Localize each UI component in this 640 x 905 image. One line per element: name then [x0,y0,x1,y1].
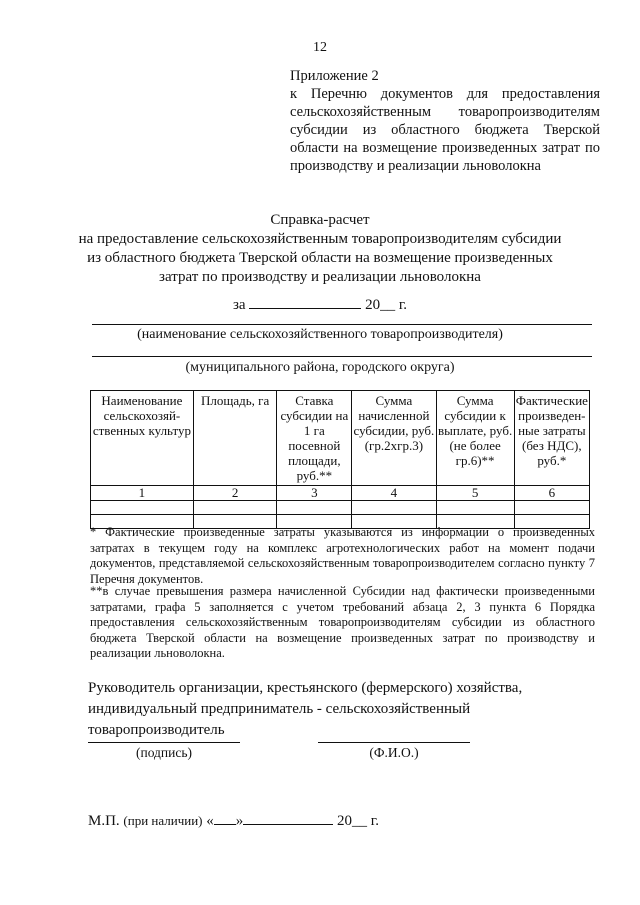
fio-caption: (Ф.И.О.) [369,745,419,760]
column-number: 2 [193,486,277,501]
stamp-label: М.П. [88,813,120,829]
table-header-row [91,391,590,486]
table-cell[interactable] [352,501,436,515]
table-header-cell: Ставка субсидии на 1 га посевной площади, руб.** [277,391,352,486]
appendix-block [290,67,600,175]
table-header-cell: Наименование сельскохозяй-ственных культур [91,391,194,486]
stamp-suffix: г. [370,813,379,829]
district-line[interactable] [92,356,592,357]
period-prefix: за [232,297,246,313]
document-title: Справка-расчет [270,212,370,228]
period-suffix: г. [398,297,408,313]
table-header-cell: Сумма субсидии к выплате, руб. (не более гр.6)** [436,391,514,486]
table-header-cell: Площадь, га [193,391,277,486]
column-number: 1 [91,486,194,501]
appendix-heading: Приложение 2 [290,68,379,84]
producer-line[interactable] [92,324,592,325]
table-cell[interactable] [514,501,589,515]
signature-line[interactable] [88,742,240,743]
title-line-4: затрат по производству и реализации льноволокна [159,269,481,285]
table-cell[interactable] [193,501,277,515]
period-blank[interactable] [249,294,361,309]
appendix-body: к Перечню документов для предоставления сельскохозяйственным товаропроизводителям субсидии из областного бюджета Тверской области на возмещение произведенных затрат по производству и реализации льноволокна [290,86,600,174]
footnote-2: **в случае превышения размера начисленной Субсидии над фактически произведенными затратами, графа 5 заполняется с учетом требований абзаца 2, 3 пункта 6 Порядка предоставления сельскохозяйственным товаропроизводителям субсидии из областного бюджета Тверской области на возмещение произведенных затрат по производству и реализации льноволокна. [90,584,595,660]
table-cell[interactable] [436,501,514,515]
column-number: 3 [277,486,352,501]
table-cell[interactable] [277,501,352,515]
calculation-table [90,390,590,529]
footnote-1: * Фактические произведенные затраты указываются из информации о произведенных затратах в текущем году на комплекс агротехнологических работ на момент подачи документов, представляемой сельскохозяйственным товаропроизводителем согласно пункту 7 Перечня документов. [90,525,595,586]
period-year: 20__ [365,297,396,313]
title-line-3: из областного бюджета Тверской области на возмещение произведенных [87,250,553,266]
signature-caption: (подпись) [135,745,193,760]
district-caption: (муниципального района, городского округа) [185,360,455,375]
stamp-line [88,810,379,830]
table-cell[interactable] [91,501,194,515]
month-blank[interactable] [243,810,333,825]
signer-title: Руководитель организации, крестьянского (фермерского) хозяйства, индивидуальный предприниматель - сельскохозяйственный товаропроизводитель [88,680,523,738]
producer-caption: (наименование сельскохозяйственного товаропроизводителя) [137,327,503,342]
table-header-cell: Сумма начисленной субсидии, руб. (гр.2хгр.3) [352,391,436,486]
table-number-row [91,486,590,501]
stamp-year: 20__ [336,813,367,829]
stamp-condition: (при наличии) [123,813,203,828]
day-blank[interactable] [214,810,236,825]
fio-line[interactable] [318,742,470,743]
table-row [91,501,590,515]
column-number: 6 [514,486,589,501]
quote-close: » [235,813,244,829]
quote-open: « [206,813,214,829]
page-number: 12 [313,40,327,55]
column-number: 4 [352,486,436,501]
title-line-2: на предоставление сельскохозяйственным товаропроизводителям субсидии [78,231,562,247]
period-line [0,294,640,314]
table-header-cell: Фактические произведен-ные затраты (без НДС), руб.* [514,391,589,486]
column-number: 5 [436,486,514,501]
